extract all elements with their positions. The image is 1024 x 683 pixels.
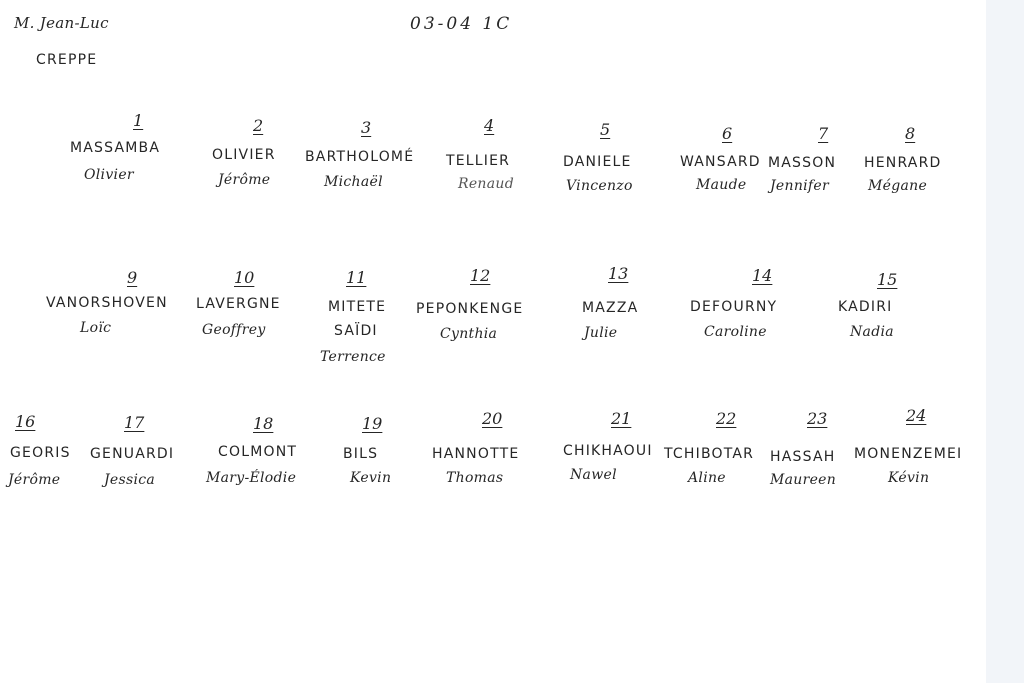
student-first-name: Jessica (104, 472, 156, 488)
student-surname: WANSARD (680, 154, 761, 170)
student-surname: HANNOTTE (432, 446, 520, 462)
seat-number: 7 (818, 124, 829, 143)
student-surname: BILS (343, 446, 379, 462)
seat-number: 21 (611, 409, 632, 428)
teacher-surname: CREPPE (36, 52, 98, 68)
class-code: 03-04 1C (410, 14, 513, 34)
student-surname: TELLIER (446, 153, 511, 169)
seat-number: 24 (906, 406, 927, 425)
student-first-name: Loïc (80, 320, 112, 336)
seat-number: 16 (15, 412, 36, 431)
student-first-name: Caroline (704, 324, 767, 340)
student-first-name: Jérôme (218, 172, 271, 188)
seat-number: 17 (124, 413, 145, 432)
student-first-name: Michaël (324, 174, 383, 190)
seat-number: 14 (752, 266, 773, 285)
seat-number: 13 (608, 264, 629, 283)
student-first-name: Vincenzo (566, 178, 633, 194)
student-first-name: Kévin (888, 470, 930, 486)
seat-number: 12 (470, 266, 491, 285)
seat-number: 11 (346, 268, 367, 287)
seat-number: 10 (234, 268, 255, 287)
student-first-name: Kevin (350, 470, 392, 486)
student-first-name: Mégane (868, 178, 928, 194)
seat-number: 8 (905, 124, 916, 143)
student-first-name: Jérôme (8, 472, 61, 488)
seat-number: 22 (716, 409, 737, 428)
scan-edge (986, 0, 1024, 683)
seat-number: 23 (807, 409, 828, 428)
student-surname: MONENZEMEI (854, 446, 963, 462)
student-surname: KADIRI (838, 299, 893, 315)
student-first-name: Jennifer (770, 178, 829, 194)
student-first-name: Nawel (570, 467, 617, 483)
student-surname: MITETE (328, 299, 387, 315)
seat-number: 15 (877, 270, 898, 289)
student-surname: DANIELE (563, 154, 632, 170)
student-surname: PEPONKENGE (416, 301, 524, 317)
student-first-name: Aline (688, 470, 726, 486)
student-first-name: Maureen (770, 472, 837, 488)
seat-number: 9 (127, 268, 138, 287)
student-surname: CHIKHAOUI (563, 443, 653, 459)
student-first-name: Mary-Élodie (206, 470, 297, 486)
student-surname: MASSON (768, 155, 837, 171)
student-surname: HENRARD (864, 155, 942, 171)
student-surname: DEFOURNY (690, 299, 778, 315)
seat-number: 1 (133, 111, 144, 130)
seat-number: 4 (484, 116, 495, 135)
student-surname-2: SAÏDI (334, 323, 378, 339)
seat-number: 6 (722, 124, 733, 143)
seat-number: 18 (253, 414, 274, 433)
student-first-name: Cynthia (440, 326, 498, 342)
student-first-name: Geoffrey (202, 322, 266, 338)
seat-number: 3 (361, 118, 372, 137)
student-surname: GEORIS (10, 445, 71, 461)
teacher-name: M. Jean-Luc (14, 14, 109, 32)
student-first-name: Thomas (446, 470, 504, 486)
student-first-name: Olivier (84, 167, 134, 183)
student-first-name: Renaud (458, 176, 514, 192)
student-surname: OLIVIER (212, 147, 276, 163)
seat-number: 2 (253, 116, 264, 135)
student-surname: LAVERGNE (196, 296, 281, 312)
student-first-name: Nadia (850, 324, 894, 340)
student-surname: BARTHOLOMÉ (305, 149, 415, 165)
student-first-name: Maude (696, 177, 747, 193)
student-surname: MASSAMBA (70, 140, 161, 156)
seat-number: 20 (482, 409, 503, 428)
student-surname: MAZZA (582, 300, 639, 316)
student-surname: COLMONT (218, 444, 298, 460)
student-first-name: Julie (584, 325, 618, 341)
seat-number: 5 (600, 120, 611, 139)
student-surname: HASSAH (770, 449, 836, 465)
student-surname: TCHIBOTAR (664, 446, 755, 462)
seat-number: 19 (362, 414, 383, 433)
student-surname: GENUARDI (90, 446, 175, 462)
student-first-name: Terrence (320, 349, 386, 365)
student-surname: VANORSHOVEN (46, 295, 168, 311)
